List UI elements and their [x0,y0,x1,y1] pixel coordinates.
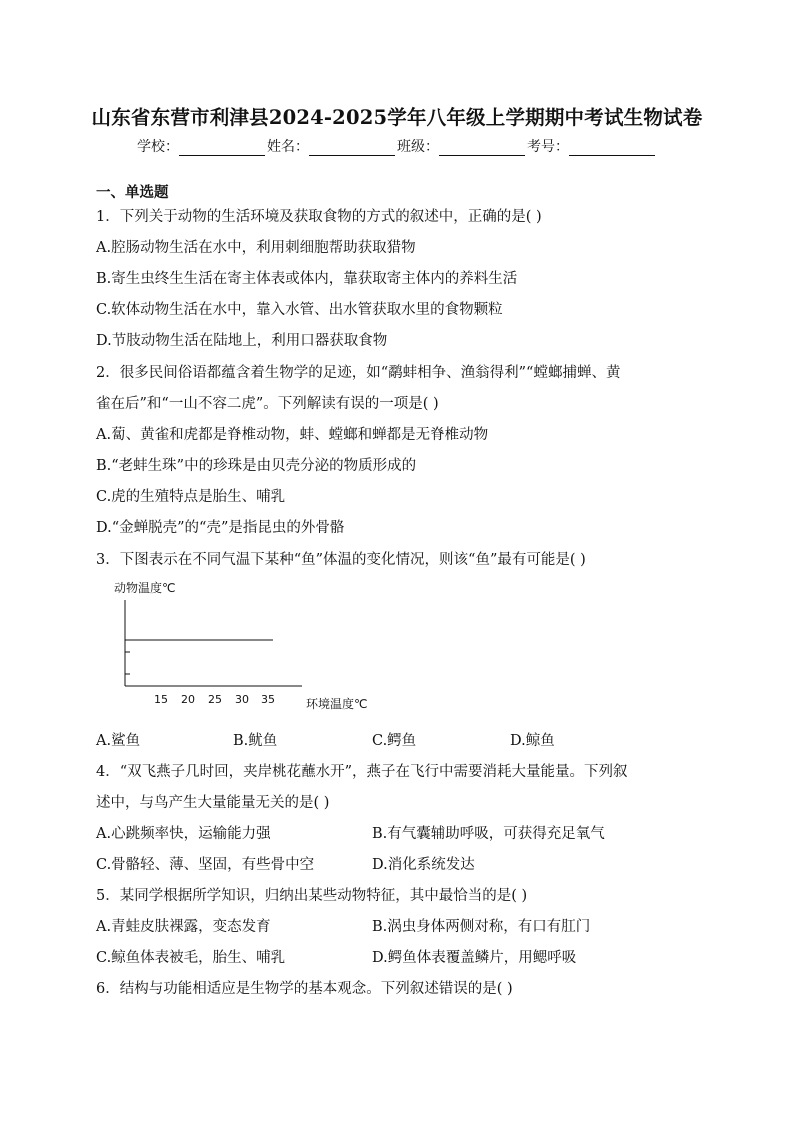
x-tick-35: 35 [261,693,275,706]
class-label: 班级： [397,139,439,155]
q1-option-d: D.节肢动物生活在陆地上，利用口器获取食物 [96,333,388,349]
q2-stem-line2: 雀在后”和“一山不容二虎”。下列解读有误的一项是( ) [96,396,439,412]
class-blank [439,141,525,156]
school-blank [179,141,265,156]
q1-option-c: C.软体动物生活在水中，靠入水管、出水管获取水里的食物颗粒 [96,302,503,318]
name-label: 姓名： [267,139,309,155]
q3-option-c: C.鳄鱼 [372,733,417,749]
q4-option-d: D.消化系统发达 [372,857,475,873]
q2-option-b: B.“老蚌生珠”中的珍珠是由贝壳分泌的物质形成的 [96,458,417,474]
q2-option-a: A.蔔、黄雀和虎都是脊椎动物，蚌、螳螂和蝉都是无脊椎动物 [96,427,489,443]
q5-option-c: C.鲸鱼体表被毛，胎生、哺乳 [96,950,286,966]
q4-option-a: A.心跳频率快，运输能力强 [96,826,271,842]
q6-stem: 6．结构与功能相适应是生物学的基本观念。下列叙述错误的是( ) [96,981,513,997]
student-info-row [0,136,794,156]
q2-option-d: D.“金蝉脱壳”的“壳”是指昆虫的外骨骼 [96,520,345,536]
name-blank [309,141,395,156]
x-tick-30: 30 [235,693,249,706]
chart-xlabel: 环境温度℃ [306,697,368,711]
q3-option-b: B.鱿鱼 [233,733,278,749]
x-tick-20: 20 [181,693,195,706]
q5-stem: 5．某同学根据所学知识，归纳出某些动物特征，其中最恰当的是( ) [96,888,528,904]
q5-option-b: B.涡虫身体两侧对称，有口有肛门 [372,919,591,935]
q2-stem-line1: 2．很多民间俗语都蕴含着生物学的足迹，如“鹬蚌相争、渔翁得利”“螳螂捕蝉、黄 [96,365,621,381]
x-tick-15: 15 [154,693,168,706]
q4-option-c: C.骨骼轻、薄、坚固，有些骨中空 [96,857,315,873]
q2-option-c: C.虎的生殖特点是胎生、哺乳 [96,489,286,505]
q4-stem-line1: 4．“双飞燕子几时回，夹岸桃花蘸水开”，燕子在飞行中需要消耗大量能量。下列叙 [96,764,628,780]
q1-stem: 1．下列关于动物的生活环境及获取食物的方式的叙述中，正确的是( ) [96,209,542,225]
number-label: 考号： [527,139,569,155]
school-label: 学校： [137,139,179,155]
q5-option-a: A.青蛙皮肤裸露，变态发育 [96,919,271,935]
q3-option-d: D.鲸鱼 [510,733,555,749]
temperature-chart [96,576,396,718]
q1-option-a: A.腔肠动物生活在水中，利用刺细胞帮助获取猎物 [96,240,416,256]
x-tick-25: 25 [208,693,222,706]
exam-title: 山东省东营市利津县2024-2025学年八年级上学期期中考试生物试卷 [91,106,703,129]
q5-option-d: D.鳄鱼体表覆盖鳞片，用鳃呼吸 [372,950,577,966]
q4-option-b: B.有气囊辅助呼吸，可获得充足氧气 [372,826,605,842]
section-heading: 一、单选题 [96,184,169,201]
number-blank [569,141,655,156]
chart-ylabel: 动物温度℃ [114,581,176,595]
q3-stem: 3．下图表示在不同气温下某种“鱼”体温的变化情况，则该“鱼”最有可能是( ) [96,552,586,568]
q3-option-a: A.鲨鱼 [96,733,141,749]
q4-stem-line2: 述中，与鸟产生大量能量无关的是( ) [96,795,330,811]
q1-option-b: B.寄生虫终生生活在寄主体表或体内，靠获取寄主体内的养料生活 [96,271,518,287]
